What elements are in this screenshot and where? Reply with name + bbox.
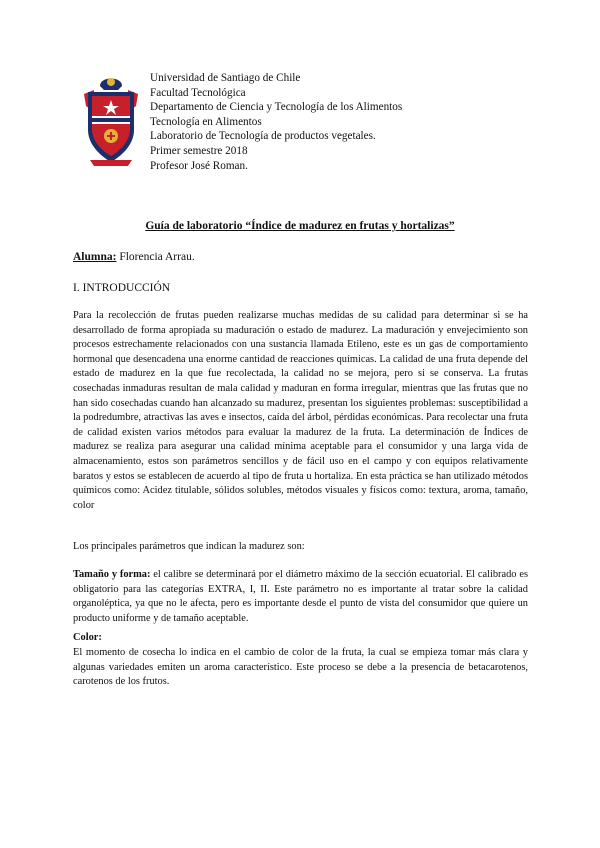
color-heading: Color: — [73, 632, 102, 643]
student-name: Florencia Arrau. — [116, 251, 195, 263]
intro-paragraph: Para la recolección de frutas pueden realizarse muchas medidas de su calidad para determinar si se ha desarrollado de forma apropiada su maduración o estado de madurez. La maduración y envejecimiento son procesos estrechamente relacionados con una sustancia llamada Etileno, este es un gas de comportamiento hormonal que desencadena una enorme cantidad de reacciones químicas. La calidad de una fruta depende del estado de madurez en la que fue recolectada, la calidad no se mejora, pero si se conserva. La frutas cosechadas inmaduras resultan de mala calidad y maduran en forma irregular, mientras que las frutas que no han sido cosechadas cuando han alcanzado su madurez, presentan los siguientes problemas: susceptibilidad a la podredumbre, atractivas las aves e insectos, caída del árbol, pérdidas económicas. Para recolectar una fruta de calidad existen varios métodos para evaluar la madurez de la fruta. La determinación de Índices de madurez se realiza para asegurar una calidad mínima aceptable para el consumidor y una larga vida de almacenamiento, estos son parámetros sencillos y de fácil uso en el campo y con equipos relativamente baratos y estos se establecen de acuerdo al tipo de fruta u hortaliza. En esta práctica se han utilizado métodos químicos como: Acidez titulable, sólidos solubles, métodos visuales y físicos como: textura, aroma, tamaño, color — [73, 310, 528, 511]
student-line — [73, 251, 195, 263]
params-intro: Los principales parámetros que indican la madurez son: — [73, 541, 305, 552]
section-heading: I. INTRODUCCIÓN — [73, 282, 171, 294]
size-shape-label: Tamaño y forma: — [73, 569, 151, 580]
size-shape-paragraph — [73, 568, 528, 626]
header-line-semester: Primer semestre 2018 — [150, 144, 248, 157]
university-shield-logo — [80, 72, 142, 170]
header-line-faculty: Facultad Tecnológica — [150, 86, 246, 99]
header-line-professor: Profesor José Roman. — [150, 159, 248, 172]
header-line-lab: Laboratorio de Tecnología de productos vegetales. — [150, 130, 376, 143]
size-shape-text: el calibre se determinará por el diámetro máximo de la sección ecuatorial. El calibrado es obligatorio para las categorías EXTRA, I, II. Este parámetro no es importante al tratar sobre la calidad organoléptica, ya que no le afecta, pero es importante desde el punto de vista del consumidor que quiere un producto uniforme y de tamaño aceptable. — [73, 569, 528, 624]
institution-header — [150, 71, 402, 173]
document-title: Guía de laboratorio “Índice de madurez en frutas y hortalizas” — [145, 220, 455, 232]
header-line-program: Tecnología en Alimentos — [150, 115, 262, 128]
color-paragraph: El momento de cosecha lo indica en el cambio de color de la fruta, la cual se empieza tomar más clara y algunas variedades emiten un aroma característico. Este proceso se debe a la presencia de betacarotenos, carotenos de los frutos. — [73, 647, 528, 688]
header-line-university: Universidad de Santiago de Chile — [150, 72, 301, 84]
student-label: Alumna: — [73, 251, 117, 263]
header-line-department: Departamento de Ciencia y Tecnología de los Alimentos — [150, 101, 403, 114]
